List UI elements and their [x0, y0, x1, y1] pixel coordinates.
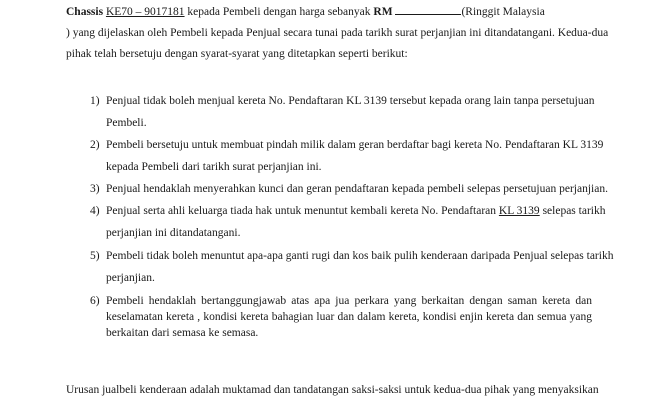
clause-5-line-1: Pembeli tidak boleh menuntut apa-apa ganti rugi dan kos baik pulih kenderaan daripada Penjual selepas tarikh	[106, 250, 614, 262]
clause-1-line-2: Pembeli.	[106, 117, 147, 129]
intro-line-3: pihak telah bersetuju dengan syarat-syarat yang ditetapkan seperti berikut:	[66, 48, 408, 60]
clause-2-line-1: Pembeli bersetuju untuk membuat pindah milik dalam geran berdaftar bagi kereta No. Pendaftaran KL 3139	[106, 139, 604, 151]
clause-1-line-1: Penjual tidak boleh menjual kereta No. Pendaftaran KL 3139 tersebut kepada orang lain tanpa persetujuan	[106, 95, 595, 107]
rm-label: RM	[373, 6, 393, 18]
clause-4-registration-no: KL 3139	[498, 205, 540, 217]
price-blank	[395, 4, 461, 15]
clause-4-line-1-start: Penjual serta ahli keluarga tiada hak untuk menuntut kembali kereta No. Pendaftaran	[106, 205, 499, 217]
clause-2-line-2: kepada Pembeli dari tarikh surat perjanjian ini.	[106, 161, 322, 173]
chassis-label: Chassis	[66, 6, 104, 18]
intro-line-1-middle: kepada Pembeli dengan harga sebanyak	[187, 6, 371, 18]
intro-line-1-end: (Ringgit Malaysia	[461, 6, 545, 18]
clause-4-number: 4)	[90, 205, 100, 217]
closing-paragraph: Urusan jualbeli kenderaan adalah muktamad dan tandatangan saksi-saksi untuk kedua-dua pihak yang menyaksikan	[66, 384, 599, 396]
intro-line-2: ) yang dijelaskan oleh Pembeli kepada Penjual secara tunai pada tarikh surat perjanjian ini ditandatangani. Kedua-dua	[66, 27, 609, 39]
clause-5-number: 5)	[90, 250, 100, 262]
clause-4-line-2: perjanjian ini ditandatangani.	[106, 227, 241, 239]
clause-3-number: 3)	[90, 183, 100, 195]
clause-1-number: 1)	[90, 95, 100, 107]
chassis-number: KE70 – 9017181	[105, 6, 185, 18]
clause-6-text: Pembeli hendaklah bertanggungjawab atas apa jua perkara yang berkaitan dengan saman kereta dan keselamatan kereta , kondisi kereta bahagian luar dan dalam kereta, kondisi enjin kereta dan semua yang berkaitan dari semasa ke semasa.	[106, 295, 592, 339]
clause-4-line-1-end: selepas tarikh	[539, 205, 606, 217]
clause-5-line-2: perjanjian.	[106, 272, 155, 284]
clause-4-line-1	[106, 204, 605, 218]
intro-line-1	[66, 4, 545, 19]
clause-2-number: 2)	[90, 139, 100, 151]
clause-3-line-1: Penjual hendaklah menyerahkan kunci dan geran pendaftaran kepada pembeli selepas persetujuan perjanjian.	[106, 183, 608, 195]
clause-6-number: 6)	[90, 295, 100, 307]
